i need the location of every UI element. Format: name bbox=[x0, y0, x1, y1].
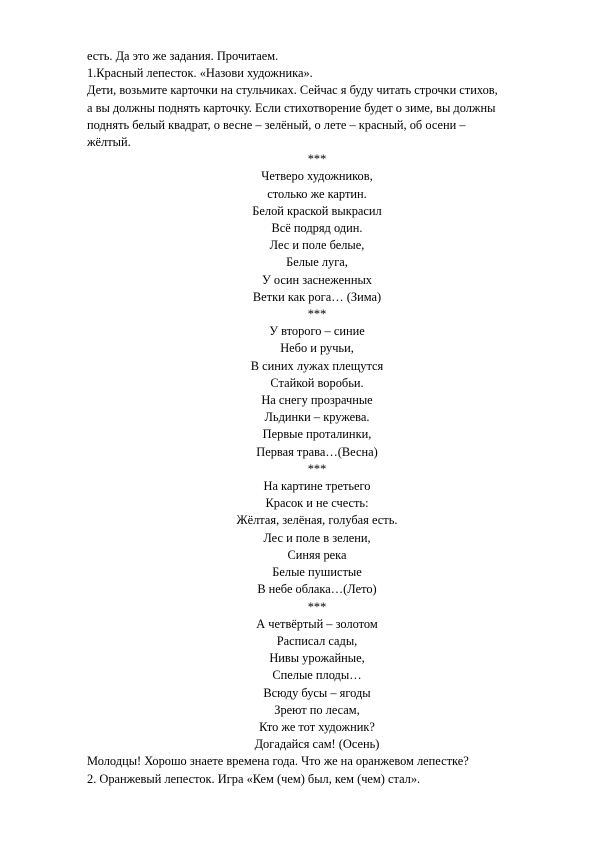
poem-line: Лес и поле в зелени, bbox=[263, 530, 371, 545]
section-heading-red-petal: 1.Красный лепесток. «Назови художника». bbox=[87, 66, 313, 81]
text-line: Дети, возьмите карточки на стульчиках. Сейчас я буду читать строчки стихов, bbox=[87, 83, 498, 98]
poem-line: столько же картин. bbox=[267, 186, 367, 201]
text-line: а вы должны поднять карточку. Если стихотворение будет о зиме, вы должны bbox=[87, 100, 496, 115]
poem-line: Белой краской выкрасил bbox=[252, 203, 382, 218]
poem-line: Первые проталинки, bbox=[262, 427, 372, 442]
poem-line: Белые пушистые bbox=[272, 565, 362, 580]
poem-line: Первая трава…(Весна) bbox=[256, 444, 378, 459]
poem-line: В синих лужах плещутся bbox=[250, 358, 384, 373]
poem-line: Жёлтая, зелёная, голубая есть. bbox=[236, 513, 398, 528]
poem-line: Лес и поле белые, bbox=[269, 238, 365, 253]
poem-line: Четверо художников, bbox=[261, 169, 373, 184]
poem-line: Всё подряд один. bbox=[271, 221, 363, 236]
poem-line: Ветки как рога… (Зима) bbox=[252, 289, 382, 304]
document-page bbox=[87, 48, 527, 788]
poem-block bbox=[87, 151, 527, 753]
text-line: жёлтый. bbox=[87, 135, 131, 150]
poem-line: Спелые плоды… bbox=[272, 668, 362, 683]
poem-line: Белые луга, bbox=[286, 255, 348, 270]
poem-line: У второго – синие bbox=[269, 324, 365, 339]
poem-line: На картине третьего bbox=[263, 479, 371, 494]
poem-line: Стайкой воробьи. bbox=[270, 375, 364, 390]
poem-line: В небе облака…(Лето) bbox=[257, 582, 377, 597]
section-heading-orange-petal: 2. Оранжевый лепесток. Игра «Кем (чем) был, кем (чем) стал». bbox=[87, 771, 421, 786]
text-line: Молодцы! Хорошо знаете времена года. Что же на оранжевом лепестке? bbox=[87, 754, 469, 769]
poem-line: Всюду бусы – ягоды bbox=[263, 685, 371, 700]
poem-line: У осин заснеженных bbox=[262, 272, 372, 287]
outro-paragraph bbox=[87, 753, 527, 787]
poem-line: А четвёртый – золотом bbox=[256, 616, 378, 631]
poem-line: Синяя река bbox=[287, 547, 347, 562]
poem-separator: *** bbox=[307, 599, 327, 614]
poem-line: Зреют по лесам, bbox=[274, 702, 360, 717]
poem-line: Расписал сады, bbox=[276, 633, 358, 648]
poem-separator: *** bbox=[307, 307, 327, 322]
poem-separator: *** bbox=[307, 461, 327, 476]
poem-line: Нивы урожайные, bbox=[269, 651, 365, 666]
poem-line: Кто же тот художник? bbox=[259, 719, 375, 734]
intro-paragraph bbox=[87, 48, 527, 151]
poem-line: На снегу прозрачные bbox=[261, 393, 373, 408]
poem-line: Льдинки – кружева. bbox=[264, 410, 370, 425]
poem-separator: *** bbox=[307, 152, 327, 167]
poem-line: Красок и не счесть: bbox=[265, 496, 369, 511]
text-line: есть. Да это же задания. Прочитаем. bbox=[87, 49, 279, 63]
text-line: поднять белый квадрат, о весне – зелёный, о лете – красный, об осени – bbox=[87, 117, 466, 132]
poem-line: Небо и ручьи, bbox=[280, 341, 354, 356]
poem-line: Догадайся сам! (Осень) bbox=[254, 737, 380, 752]
